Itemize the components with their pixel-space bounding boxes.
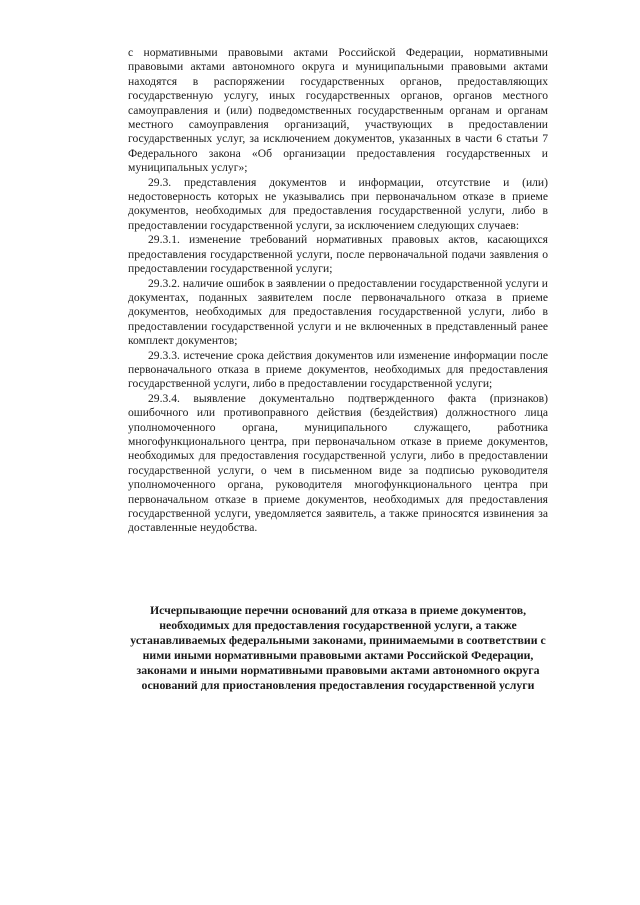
paragraph-29-3-4: 29.3.4. выявление документально подтвержденного факта (признаков) ошибочного или противоправного действия (бездействия) должностного лица уполномоченного органа, муниципального служащего, работника многофункционального центра, при первоначальном отказе в приеме документов, необходимых для предоставления государственной услуги, либо в предоставлении государственной услуги, о чем в письменном виде за подписью руководителя уполномоченного органа, руководителя многофункционального центра при первоначальном отказе в приеме документов, необходимых для предоставления государственной услуги, уведомляется заявитель, а также приносятся извинения за доставленные неудобства.: [128, 391, 548, 535]
document-body: [128, 46, 548, 536]
paragraph-29-3-2: 29.3.2. наличие ошибок в заявлении о предоставлении государственной услуги и документах, поданных заявителем после первоначального отказа в приеме документов, необходимых для предоставления государственной услуги, либо в предоставлении государственной услуги и не включенных в представленный ранее комплект документов;: [128, 276, 548, 348]
section-heading: Исчерпывающие перечни оснований для отказа в приеме документов, необходимых для предоставления государственной услуги, а также устанавливаемых федеральными законами, принимаемыми в соответствии с ними иными нормативными правовыми актами Российской Федерации, законами и иными нормативными правовыми актами автономного округа оснований для приостановления предоставления государственной услуги: [130, 603, 546, 692]
paragraph-continuation: с нормативными правовыми актами Российской Федерации, нормативными правовыми актами автономного округа и муниципальными правовыми актами находятся в распоряжении государственных органов, предоставляющих государственную услугу, иных государственных органов, органов местного самоуправления и (или) подведомственных государственным органам и органам местного самоуправления организаций, участвующих в предоставлении государственных услуг, за исключением документов, указанных в части 6 статьи 7 Федерального закона «Об организации предоставления государственных и муниципальных услуг»;: [128, 46, 548, 175]
paragraph-29-3-1: 29.3.1. изменение требований нормативных правовых актов, касающихся предоставления государственной услуги, после первоначальной подачи заявления о предоставлении государственной услуги;: [128, 233, 548, 276]
paragraph-29-3: 29.3. представления документов и информации, отсутствие и (или) недостоверность которых не указывались при первоначальном отказе в приеме документов, необходимых для предоставления государственной услуги, либо в предоставлении государственной услуги, за исключением следующих случаев:: [128, 175, 548, 232]
paragraph-29-3-3: 29.3.3. истечение срока действия документов или изменение информации после первоначального отказа в приеме документов, необходимых для предоставления государственной услуги, либо в предоставлении государственной услуги;: [128, 348, 548, 391]
